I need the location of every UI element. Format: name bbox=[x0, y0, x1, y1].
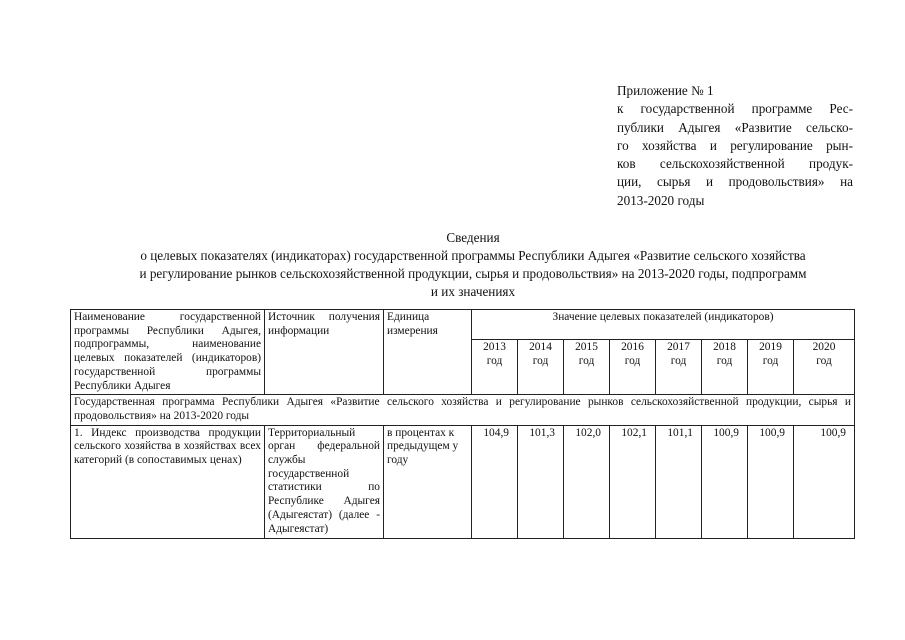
title-line: и их значениях bbox=[430, 284, 516, 299]
header-row bbox=[71, 310, 855, 340]
indicator-value: 100,9 bbox=[702, 425, 748, 538]
annex-line: ков сельскохозяйственной продук- bbox=[617, 156, 853, 172]
section-title: Государственная программа Республики Адыгея «Развитие сельского хозяйства и регулирование рынков сельскохозяйственной продукции, сырья и продовольствия» на 2013-2020 годы bbox=[71, 395, 855, 425]
title-line: и регулирование рынков сельскохозяйственной продукции, сырья и продовольствия» на 2013-2020 годы, подпрограмм bbox=[139, 266, 807, 281]
annex-line: ции, сырья и продовольствия» на bbox=[617, 174, 853, 190]
year-header: 2019 год bbox=[748, 340, 794, 395]
indicator-source: Территориальный орган федеральной службы государственной статистики по Республике Адыгея (Адыгеястат) (далее - Адыгеястат) bbox=[265, 425, 384, 538]
indicator-name: 1. Индекс производства продукции сельского хозяйства в хозяйствах всех категорий (в сопоставимых ценах) bbox=[71, 425, 265, 538]
title-heading: Сведения bbox=[446, 230, 500, 245]
year-header: 2018 год bbox=[702, 340, 748, 395]
indicator-value: 101,1 bbox=[656, 425, 702, 538]
annex-line: к государственной программе Рес- bbox=[617, 101, 853, 117]
indicator-value: 100,9 bbox=[748, 425, 794, 538]
annex-line: Приложение № 1 bbox=[617, 83, 714, 98]
header-source: Источник получения информации bbox=[265, 310, 384, 395]
year-header: 2013 год bbox=[472, 340, 518, 395]
year-header: 2016 год bbox=[610, 340, 656, 395]
indicator-value: 101,3 bbox=[518, 425, 564, 538]
header-name: Наименование государственной программы Республики Адыгея, подпрограммы, наименование целевых показателей (индикаторов) государственной программы Республики Адыгея bbox=[71, 310, 265, 395]
year-header: 2014 год bbox=[518, 340, 564, 395]
table-row bbox=[71, 425, 855, 538]
annex-line: го хозяйства и регулирование рын- bbox=[617, 137, 853, 153]
indicator-value: 102,0 bbox=[564, 425, 610, 538]
year-header: 2020 год bbox=[794, 340, 855, 395]
year-header: 2017 год bbox=[656, 340, 702, 395]
title-line: о целевых показателях (индикаторах) государственной программы Республики Адыгея «Развитие сельского хозяйства bbox=[140, 248, 806, 263]
annex-line: публики Адыгея «Развитие сельско- bbox=[617, 119, 853, 135]
section-row bbox=[71, 395, 855, 425]
year-header: 2015 год bbox=[564, 340, 610, 395]
annex-line: 2013-2020 годы bbox=[617, 192, 705, 208]
indicator-value: 102,1 bbox=[610, 425, 656, 538]
indicators-table bbox=[70, 309, 855, 539]
header-values: Значение целевых показателей (индикаторов) bbox=[472, 310, 855, 340]
header-unit: Единица измерения bbox=[384, 310, 472, 395]
annex-note bbox=[617, 82, 853, 210]
indicator-value: 100,9 bbox=[794, 425, 855, 538]
indicator-unit: в процентах к предыдущем у году bbox=[384, 425, 472, 538]
document-title bbox=[60, 229, 886, 301]
indicator-value: 104,9 bbox=[472, 425, 518, 538]
